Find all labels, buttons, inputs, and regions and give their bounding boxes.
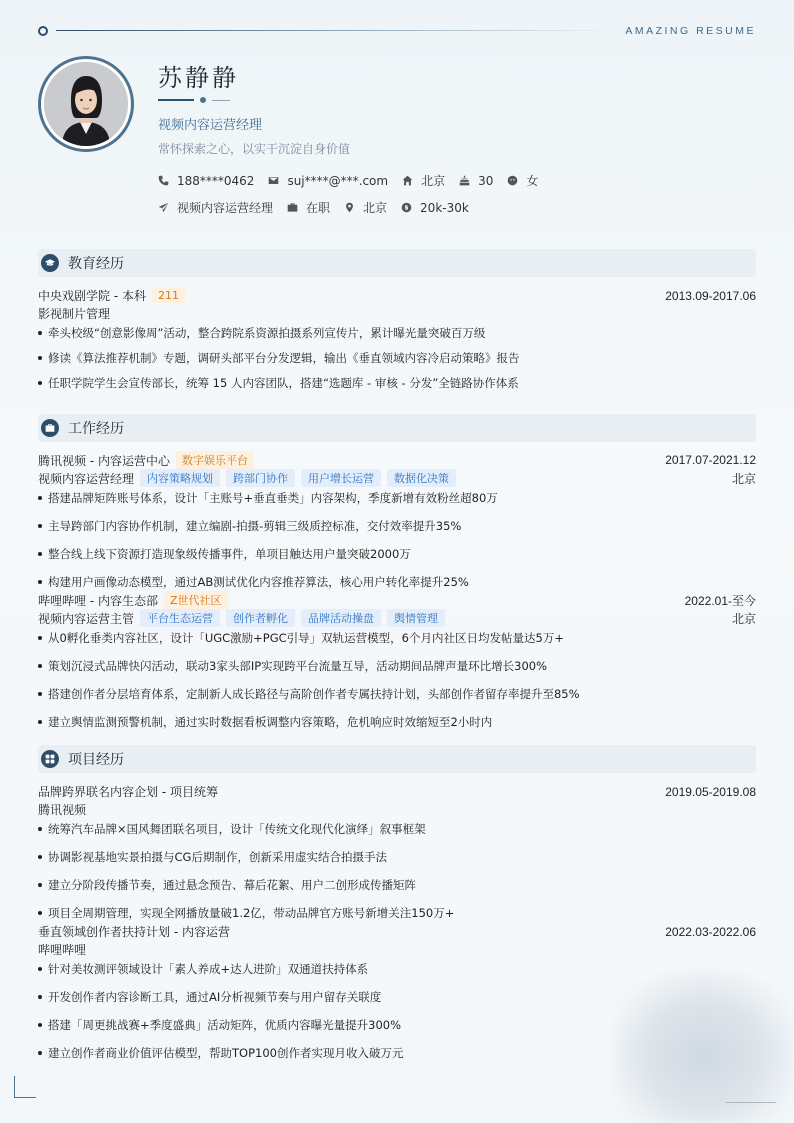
home-icon (402, 175, 413, 186)
list-item: 开发创作者内容诊断工具，通过AI分析视频节奏与用户留存关联度 (38, 989, 756, 1005)
skill-tag: 舆情管理 (387, 609, 445, 627)
list-item: 修读《算法推荐机制》专题，调研头部平台分发逻辑，输出《垂直领域内容冷启动策略》报告 (38, 350, 756, 366)
briefcase-icon (41, 419, 59, 437)
list-item: 整合线上线下资源打造现象级传播事件，单项目触达用户量突破2000万 (38, 546, 756, 562)
list-item: 搭建「周更挑战赛+季度盛典」活动矩阵，优质内容曝光量提升300% (38, 1017, 756, 1033)
cake-icon (459, 175, 470, 186)
list-item: 建立分阶段传播节奏，通过悬念预告、幕后花絮、用户二创形成传播矩阵 (38, 877, 756, 893)
list-item: 构建用户画像动态模型，通过AB测试优化内容推荐算法，核心用户转化率提升25% (38, 574, 756, 590)
section-title: 教育经历 (68, 256, 124, 272)
list-item: 协调影视基地实景拍摄与CG后期制作，创新采用虚实结合拍摄手法 (38, 849, 756, 865)
contact-row (158, 172, 552, 189)
section-title: 工作经历 (68, 421, 124, 437)
motto: 常怀探索之心，以实干沉淀自身价值 (158, 142, 351, 156)
project-header (38, 783, 756, 800)
job-date: 2017.07-2021.12 (665, 453, 756, 467)
job-position-row (38, 469, 756, 487)
list-item: 从0孵化垂类内容社区，设计「UGC激励+PGC引导」双轨运营模型，6个月内社区日均发帖量达5万+ (38, 630, 756, 646)
list-item: 牵头校级“创意影像周”活动，整合跨院系资源拍摄系列宣传片，累计曝光量突破百万级 (38, 325, 756, 341)
skill-tag: 数据化决策 (387, 469, 456, 487)
header-circle (38, 26, 48, 36)
email-item (268, 174, 388, 188)
section-education (38, 249, 756, 277)
job-title: 视频内容运营经理 (158, 118, 263, 133)
project-name: 品牌跨界联名内容企划 - 项目统筹 (38, 785, 218, 799)
gender-item (507, 172, 538, 189)
list-item: 搭建创作者分层培育体系，定制新人成长路径与高阶创作者专属扶持计划，头部创作者留存率提升至85% (38, 686, 756, 702)
education-header (38, 287, 756, 304)
brand-label: AMAZING RESUME (625, 25, 756, 37)
project-name: 垂直领域创作者扶持计划 - 内容运营 (38, 925, 230, 939)
project-header (38, 923, 756, 940)
position-title: 视频内容运营经理 (38, 471, 135, 486)
job-city: 北京 (731, 611, 756, 626)
education-date: 2013.09-2017.06 (665, 288, 756, 303)
briefcase-icon (287, 202, 298, 213)
section-title: 项目经历 (68, 752, 124, 768)
skill-tag: 跨部门协作 (226, 469, 295, 487)
decorative-blur (614, 972, 794, 1123)
graduation-cap-icon (41, 254, 59, 272)
company-name: 哔哩哔哩 - 内容生态部 (38, 593, 158, 608)
grid-icon (41, 750, 59, 768)
phone-item (158, 174, 254, 188)
avatar-photo (44, 62, 128, 146)
list-item: 策划沉浸式品牌快闪活动，联动3家头部IP实现跨平台流量互导，活动期间品牌声量环比增长300% (38, 658, 756, 674)
list-item: 主导跨部门内容协作机制，建立编剧-拍摄-剪辑三级质控标准，交付效率提升35% (38, 518, 756, 534)
header-rule (56, 30, 616, 31)
list-item: 任职学院学生会宣传部长，统筹 15 人内容团队，搭建“选题库 - 审核 - 分发”全链路协作体系 (38, 375, 756, 391)
location-pin-icon (344, 202, 355, 213)
person-icon (44, 62, 128, 146)
list-item: 建立创作者商业价值评估模型，帮助TOP100创作者实现月收入破万元 (38, 1045, 756, 1061)
company-tag: 数字娱乐平台 (176, 451, 254, 469)
company-name: 腾讯视频 - 内容运营中心 (38, 453, 170, 468)
mail-icon (268, 175, 279, 186)
salary-text: 20k-30k (420, 200, 469, 215)
list-item: 项目全周期管理，实现全网播放量破1.2亿，带动品牌官方账号新增关注150万+ (38, 905, 756, 921)
phone-text: 188****0462 (177, 173, 255, 188)
avatar (38, 56, 134, 152)
intent-row (158, 199, 483, 216)
salary-icon (401, 202, 412, 213)
school-name: 中央戏剧学院 - 本科 (38, 289, 146, 303)
skill-tag: 用户增长运营 (301, 469, 381, 487)
skill-tag: 品牌活动操盘 (301, 609, 381, 627)
list-item: 建立舆情监测预警机制，通过实时数据看板调整内容策略，危机响应时效缩短至2小时内 (38, 714, 756, 730)
target-role-text: 视频内容运营经理 (177, 201, 274, 215)
footer-rule (726, 1102, 776, 1103)
company-tag: Z世代社区 (164, 591, 228, 609)
candidate-name: 苏静静 (158, 64, 239, 92)
header-decoration (38, 26, 638, 36)
job-bullets (38, 490, 756, 590)
target-city-item (344, 199, 387, 216)
section-work (38, 414, 756, 442)
project-org: 哔哩哔哩 (38, 943, 87, 957)
job-header (38, 591, 756, 609)
job-city: 北京 (731, 471, 756, 486)
age-item (459, 174, 493, 188)
list-item: 搭建品牌矩阵账号体系，设计「主账号+垂直垂类」内容架构，季度新增有效粉丝超80万 (38, 490, 756, 506)
home-text: 北京 (421, 174, 446, 188)
email-text: suj****@***.com (287, 173, 389, 188)
age-text: 30 (478, 173, 494, 188)
status-text: 在职 (306, 201, 331, 215)
skill-tag: 平台生态运营 (140, 609, 220, 627)
project-bullets (38, 821, 756, 921)
job-date: 2022.01-至今 (684, 593, 756, 608)
skill-tag: 内容策略规划 (140, 469, 220, 487)
education-bullets (38, 325, 756, 391)
gender-icon (507, 175, 518, 186)
position-title: 视频内容运营主管 (38, 611, 135, 626)
skill-tag: 创作者孵化 (226, 609, 295, 627)
major: 影视制片管理 (38, 307, 111, 321)
phone-icon (158, 175, 169, 186)
job-position-row (38, 609, 756, 627)
target-city-text: 北京 (363, 201, 388, 215)
school-badge: 211 (152, 288, 185, 303)
status-item (287, 199, 330, 216)
project-date: 2022.03-2022.06 (665, 924, 756, 939)
list-item: 针对美妆测评领域设计「素人养成+达人进阶」双通道扶持体系 (38, 961, 756, 977)
section-projects (38, 745, 756, 773)
home-item (402, 172, 445, 189)
corner-decoration (14, 1076, 36, 1098)
list-item: 统筹汽车品牌×国风舞团联名项目，设计「传统文化现代化演绎」叙事框架 (38, 821, 756, 837)
project-org: 腾讯视频 (38, 803, 87, 817)
gender-text: 女 (526, 174, 539, 188)
salary-item (401, 201, 469, 215)
send-icon (158, 202, 169, 213)
target-role-item (158, 199, 273, 216)
job-bullets (38, 630, 756, 730)
name-decoration (158, 95, 238, 105)
project-date: 2019.05-2019.08 (665, 784, 756, 799)
job-header (38, 451, 756, 469)
